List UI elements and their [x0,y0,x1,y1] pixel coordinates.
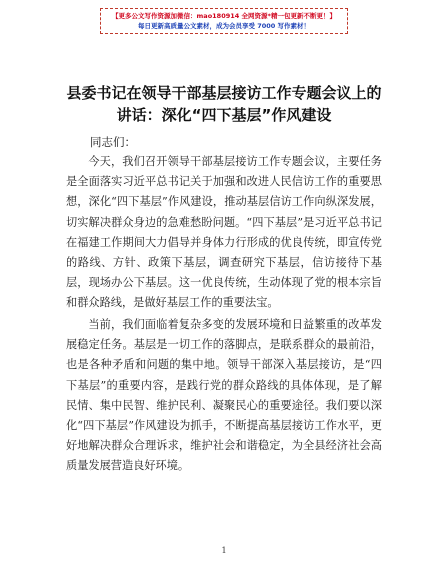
body-paragraph-1: 今天，我们召开领导干部基层接访工作专题会议，主要任务是全面落实习近平总书记关于加强和改进人民信访工作的重要思想，深化“四下基层”作风建设，推动基层信访工作向纵深发展，切实解决群众身边的急难愁盼问题。“四下基层”是习近平总书记在福建工作期间大力倡导并身体力行形成的优良传统，即宣传党的路线、方针、政策下基层，调查研究下基层，信访接待下基层，现场办公下基层。这一优良传统，生动体现了党的根本宗旨和群众路线，是做好基层工作的重要法宝。 [66,155,382,310]
promo-banner-line2: 每日更新高质量公文素材，成为会员享受 7000 写作素材！ [137,22,311,30]
body-paragraph-2: 当前，我们面临着复杂多变的发展环境和日益繁重的改革发展稳定任务。基层是一切工作的落脚点，是联系群众的最前沿，也是各种矛盾和问题的集中地。领导干部深入基层接访，是“四下基层”的重要内容，是践行党的群众路线的具体体现，是了解民情、集中民智、维护民利、凝聚民心的重要途径。我们要以深化“四下基层”作风建设为抓手，不断提高基层接访工作水平，更好地解决群众合理诉求，维护社会和谐稳定，为全县经济社会高质量发展营造良好环境。 [66,318,382,473]
promo-banner-line1: 【更多公文写作资源加微信：mao180914 全网资源*精一包更新不断更！】 [112,12,336,20]
page-number: 1 [221,546,227,555]
greeting: 同志们： [90,135,136,149]
promo-banner [100,8,348,34]
document-title: 县委书记在领导干部基层接访工作专题会议上的讲话：深化“四下基层”作风建设 [66,84,382,124]
